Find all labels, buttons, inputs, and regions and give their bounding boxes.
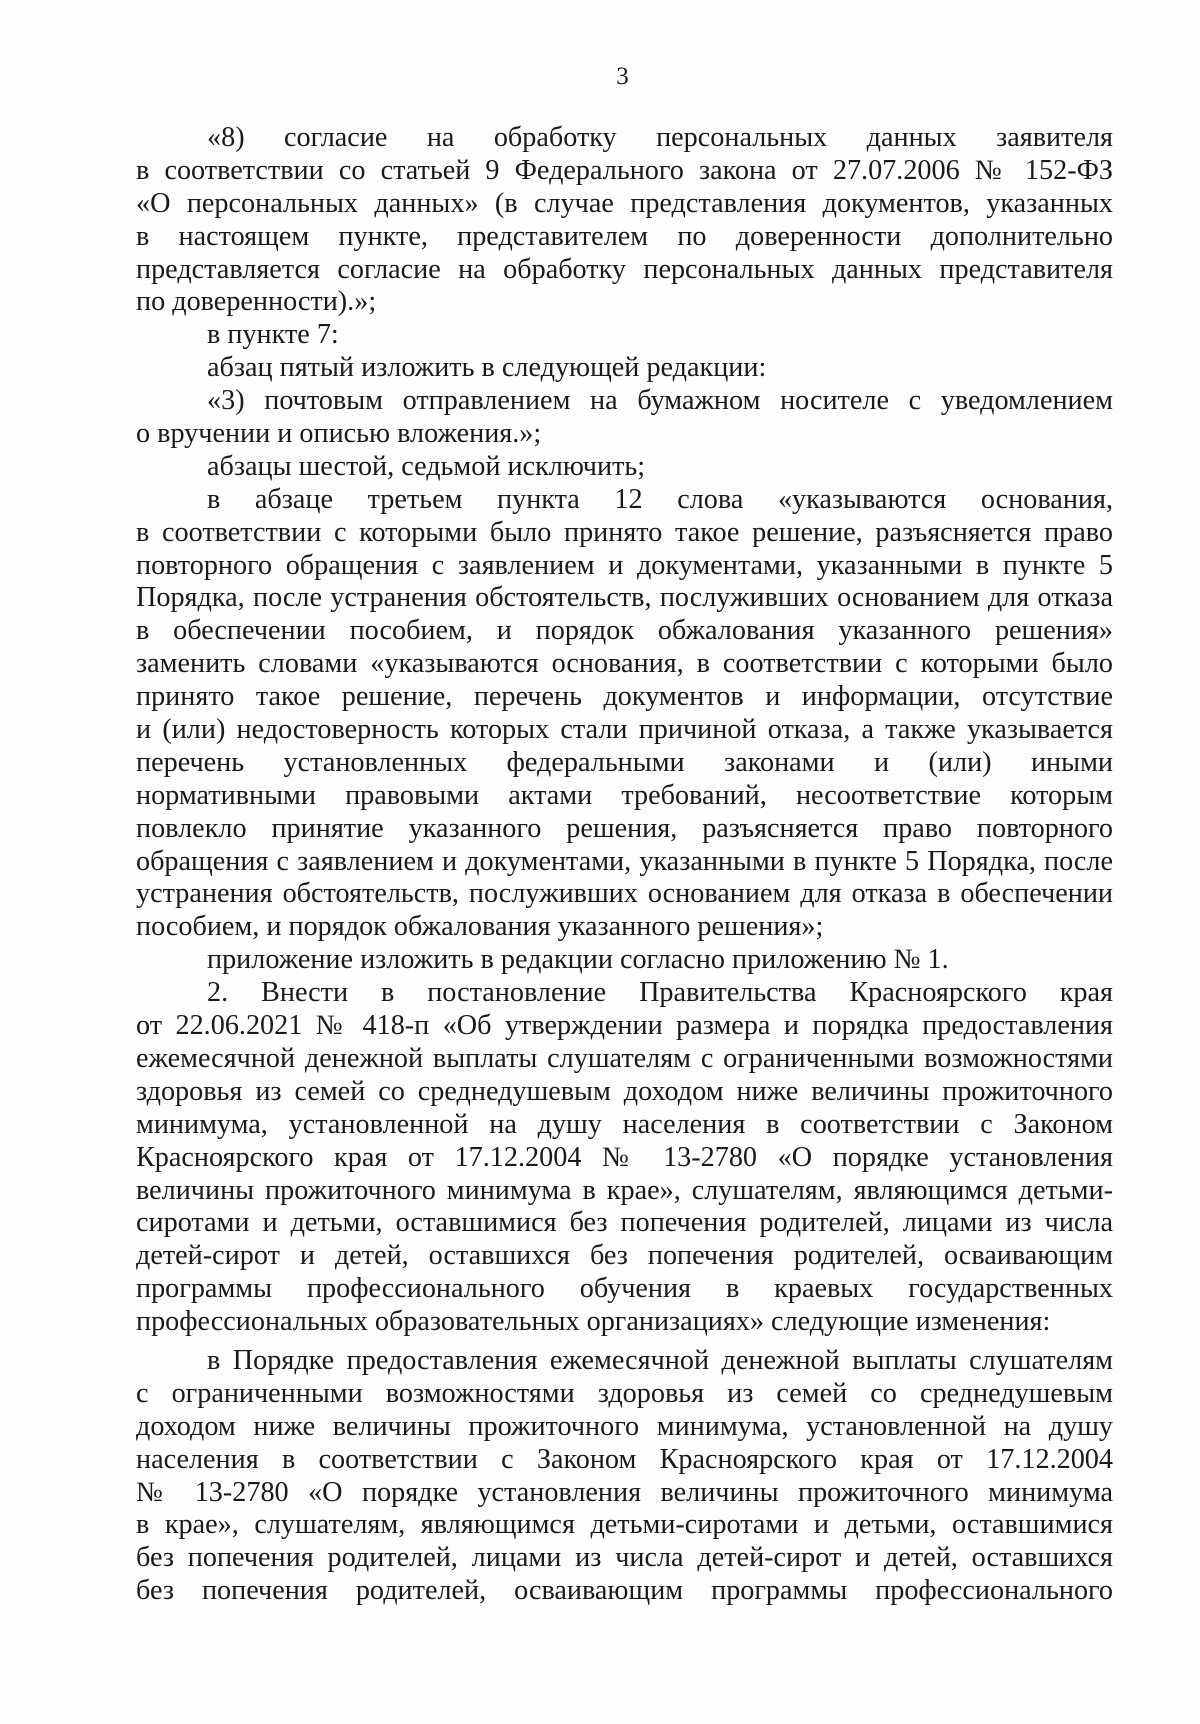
text-line: заменить словами «указываются основания, в соответствии с которыми было	[136, 648, 1113, 680]
text-line: абзацы шестой, седьмой исключить;	[207, 450, 646, 482]
text-line: в соответствии со статьей 9 Федерального закона от 27.07.2006 № 152-ФЗ	[136, 154, 1113, 186]
text-line: в обеспечении пособием, и порядок обжалования указанного решения»	[136, 615, 1113, 647]
text-line: повторного обращения с заявлением и документами, указанными в пункте 5	[136, 549, 1113, 581]
text-line: устранения обстоятельств, послуживших основанием для отказа в обеспечении	[136, 878, 1113, 910]
text-line: абзац пятый изложить в следующей редакции:	[207, 352, 767, 384]
text-line: «3) почтовым отправлением на бумажном носителе с уведомлением	[207, 385, 1113, 417]
text-line: представляется согласие на обработку персональных данных представителя	[136, 253, 1113, 285]
text-line: в соответствии с которыми было принято такое решение, разъясняется право	[136, 516, 1113, 548]
text-line: с ограниченными возможностями здоровья из семей со среднедушевым	[136, 1377, 1113, 1409]
text-line: в пункте 7:	[207, 319, 339, 351]
text-line: здоровья из семей со среднедушевым доходом ниже величины прожиточного	[136, 1075, 1113, 1107]
text-line: ежемесячной денежной выплаты слушателям с ограниченными возможностями	[136, 1042, 1113, 1074]
text-line: приложение изложить в редакции согласно приложению № 1.	[207, 944, 949, 976]
text-line: в абзаце третьем пункта 12 слова «указываются основания,	[207, 483, 1113, 515]
text-line: без попечения родителей, лицами из числа детей-сирот и детей, оставшихся	[136, 1542, 1113, 1574]
text-line: в настоящем пункте, представителем по доверенности дополнительно	[136, 220, 1113, 252]
text-line: в крае», слушателям, являющимся детьми-сиротами и детьми, оставшимися	[136, 1509, 1113, 1541]
text-line: программы профессионального обучения в краевых государственных	[136, 1273, 1113, 1305]
text-line: повлекло принятие указанного решения, разъясняется право повторного	[136, 812, 1113, 844]
text-line: обращения с заявлением и документами, указанными в пункте 5 Порядка, после	[136, 845, 1113, 877]
page-number: 3	[616, 63, 629, 90]
text-line: и (или) недостоверность которых стали причиной отказа, а также указывается	[136, 714, 1113, 746]
text-line: доходом ниже величины прожиточного минимума, установленной на душу	[136, 1410, 1113, 1442]
text-line: величины прожиточного минимума в крае», слушателям, являющимся детьми-	[136, 1174, 1113, 1206]
text-line: «О персональных данных» (в случае представления документов, указанных	[136, 187, 1113, 219]
text-line: детей-сирот и детей, оставшихся без попечения родителей, осваивающим	[136, 1240, 1113, 1272]
text-line: населения в соответствии с Законом Красноярского края от 17.12.2004	[136, 1443, 1113, 1475]
text-line: без попечения родителей, осваивающим программы профессионального	[136, 1575, 1113, 1607]
text-line: минимума, установленной на душу населения в соответствии с Законом	[136, 1108, 1113, 1140]
text-line: № 13-2780 «О порядке установления величины прожиточного минимума	[136, 1476, 1113, 1508]
text-line: принято такое решение, перечень документов и информации, отсутствие	[136, 681, 1113, 713]
text-line: в Порядке предоставления ежемесячной денежной выплаты слушателям	[207, 1344, 1113, 1376]
text-line: по доверенности).»;	[136, 286, 377, 318]
text-line: Красноярского края от 17.12.2004 № 13-2780 «О порядке установления	[136, 1141, 1113, 1173]
document-body	[136, 122, 1113, 1608]
text-line: сиротами и детьми, оставшимися без попечения родителей, лицами из числа	[136, 1207, 1113, 1239]
text-line: 2. Внести в постановление Правительства Красноярского края	[207, 977, 1113, 1009]
text-line: о вручении и описью вложения.»;	[136, 418, 542, 450]
text-line: перечень установленных федеральными законами и (или) иными	[136, 746, 1113, 778]
text-line: профессиональных образовательных организациях» следующие изменения:	[136, 1306, 1051, 1338]
text-line: пособием, и порядок обжалования указанного решения»;	[136, 911, 824, 943]
text-line: «8) согласие на обработку персональных данных заявителя	[207, 122, 1113, 153]
text-line: от 22.06.2021 № 418-п «Об утверждении размера и порядка предоставления	[136, 1010, 1113, 1042]
text-line: нормативными правовыми актами требований, несоответствие которым	[136, 779, 1113, 811]
text-line: Порядка, после устранения обстоятельств, послуживших основанием для отказа	[136, 582, 1113, 614]
